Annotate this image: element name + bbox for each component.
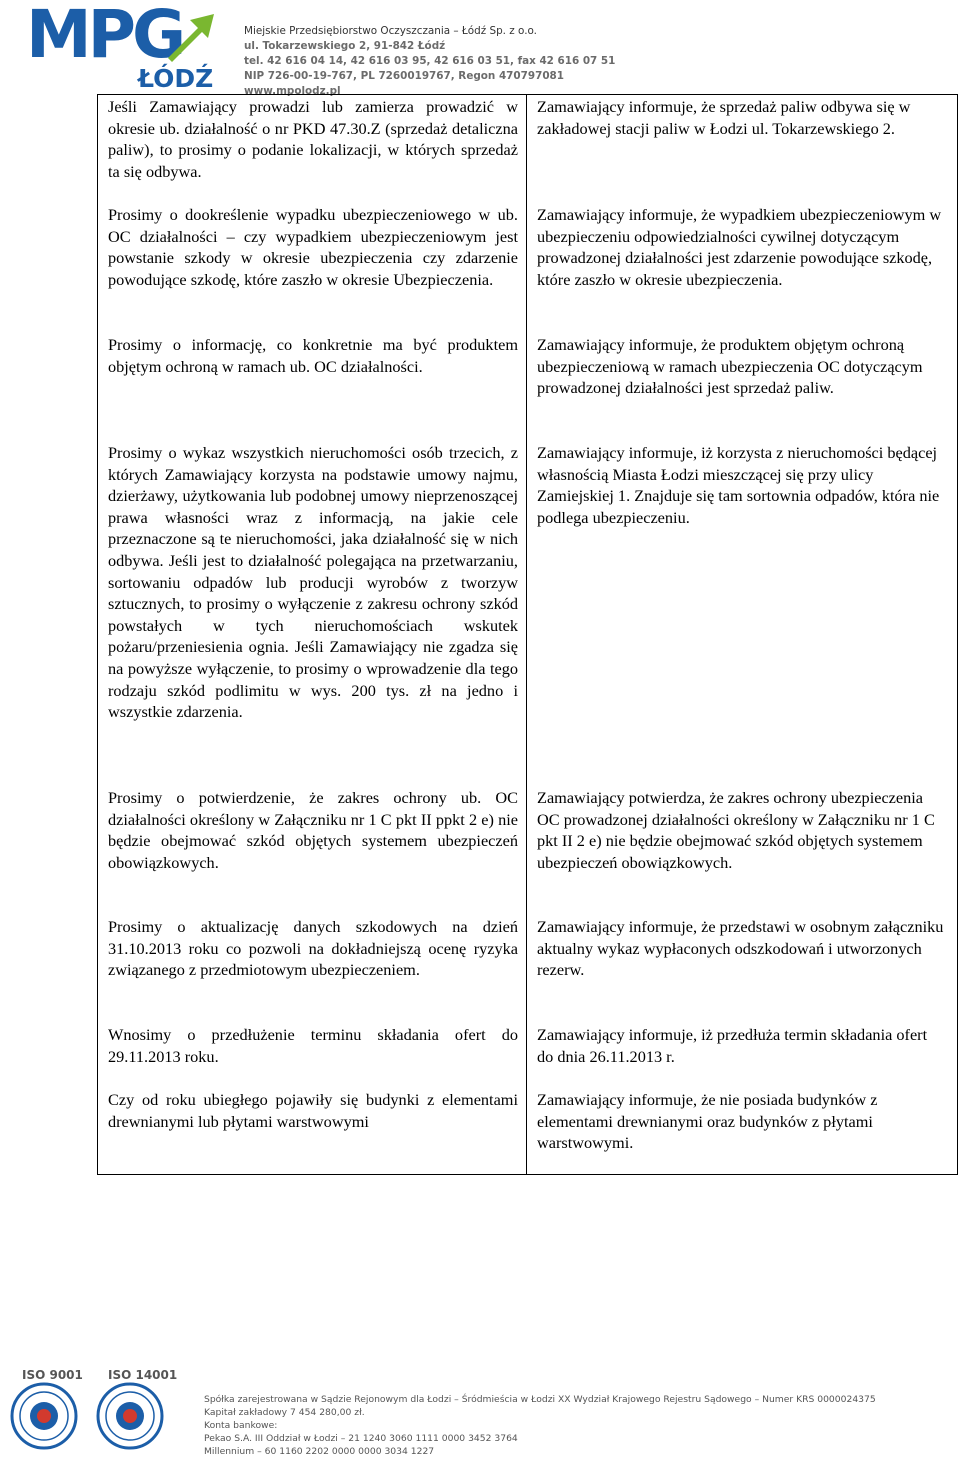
question-cell: Jeśli Zamawiający prowadzi lub zamierza prowadzić w okresie ub. działalność o nr PKD 47.30.Z (sprzedaż detaliczna paliw), to prosimy o podanie lokalizacji, w których sprzedaż ta się odbywa. <box>108 97 518 181</box>
answer-cell: Zamawiający informuje, że produktem objętym ochroną ubezpieczeniową w ramach ubezpieczenia OC dotyczącym prowadzonej działalności jest sprzedaż paliw. <box>537 335 923 398</box>
company-website: www.mpolodz.pl <box>244 85 341 97</box>
answer-cell: Zamawiający informuje, iż przedłuża termin składania ofert do dnia 26.11.2013 r. <box>537 1025 928 1066</box>
question-cell: Prosimy o aktualizację danych szkodowych na dzień 31.10.2013 roku co pozwoli na dokładniejszą ocenę ryzyka związanego z przedmiotowym ubezpieczeniem. <box>108 917 518 980</box>
footer-bank-heading: Konta bankowe: <box>204 1420 278 1431</box>
footer-bank-pekao: Pekao S.A. III Oddział w Łodzi – 21 1240 3060 1111 0000 3452 3764 <box>204 1433 518 1444</box>
question-cell: Czy od roku ubiegłego pojawiły się budynki z elementami drewnianymi lub płytami warstwowymi <box>108 1090 518 1131</box>
answer-cell: Zamawiający potwierdza, że zakres ochrony ubezpieczenia OC prowadzonej działalności określony w Załączniku nr 1 C pkt II 2 e) nie będzie obejmować szkód objętych systemem ubezpieczeń obowiązkowych. <box>537 788 935 872</box>
logo-word: MPG <box>26 0 183 73</box>
question-cell: Prosimy o potwierdzenie, że zakres ochrony ub. OC działalności określony w Załączniku nr 1 C pkt II ppkt 2 e) nie będzie obejmować szkód objętych systemem ubezpieczeń obowiązkowych. <box>108 788 518 872</box>
company-logo <box>26 0 214 96</box>
answer-cell: Zamawiający informuje, że wypadkiem ubezpieczeniowym w ubezpieczeniu odpowiedzialności cywilnej dotyczącym prowadzonej działalności jest zdarzenie powodujące szkodę, które zaszło w okresie ubezpieczenia. <box>537 205 942 289</box>
footer-legal-info <box>204 1393 876 1458</box>
answer-cell: Zamawiający informuje, że nie posiada budynków z elementami drewnianymi oraz budynków z płytami warstwowymi. <box>537 1090 878 1153</box>
column-divider <box>526 95 527 1174</box>
company-tax-ids: NIP 726-00-19-767, PL 7260019767, Regon 470797081 <box>244 70 565 82</box>
iso-9001-label: ISO 9001 <box>22 1368 83 1382</box>
company-address: ul. Tokarzewskiego 2, 91-842 Łódź <box>244 40 446 52</box>
question-cell: Prosimy o dookreślenie wypadku ubezpieczeniowego w ub. OC działalności – czy wypadkiem ubezpieczeniowym jest powstanie szkody w okresie ubezpieczenia czy zdarzenie powodujące szkodę, które zaszło w okresie Ubezpieczenia. <box>108 205 518 289</box>
question-cell: Prosimy o informację, co konkretnie ma być produktem objętym ochroną w ramach ub. OC działalności. <box>108 335 518 376</box>
answer-cell: Zamawiający informuje, że przedstawi w osobnym załączniku aktualny wykaz wypłaconych odszkodowań i utworzonych rezerw. <box>537 917 944 980</box>
question-cell: Prosimy o wykaz wszystkich nieruchomości osób trzecich, z których Zamawiający korzysta na podstawie umowy najmu, dzierżawy, użytkowania lub podobnej umowy nieprzenoszącej prawa własności wraz z informacją, na jakie cele przeznaczone są te nieruchomości, jaka działalność się w nich odbywa. Jeśli jest to działalność polegająca na przetwarzaniu, sortowaniu odpadów lub producji wyrobów z tworzyw sztucznych, to prosimy o wyłączenie z zakresu ochrony szkód powstałych w tych nieruchomościach wskutek pożaru/przeniesienia ognia. Jeśli Zamawiający nie zgadza się na powyższe wyłączenie, to prosimy o wprowadzenie dla tego rodzaju szkód podlimitu w wys. 200 tys. zł na jedno i wszystkie zdarzenia. <box>108 443 518 722</box>
iso-14001-label: ISO 14001 <box>108 1368 178 1382</box>
company-phone: tel. 42 616 04 14, 42 616 03 95, 42 616 03 51, fax 42 616 07 51 <box>244 55 616 67</box>
logo-city: ŁÓDŹ <box>138 64 214 93</box>
answer-cell: Zamawiający informuje, że sprzedaż paliw odbywa się w zakładowej stacji paliw w Łodzi ul. Tokarzewskiego 2. <box>537 97 911 138</box>
company-name: Miejskie Przedsiębiorstwo Oczyszczania – Łódź Sp. z o.o. <box>244 25 537 37</box>
question-cell: Wnosimy o przedłużenie terminu składania ofert do 29.11.2013 roku. <box>108 1025 518 1066</box>
qa-table <box>97 94 958 1175</box>
footer-bank-millennium: Millennium – 60 1160 2202 0000 0000 3034 1227 <box>204 1446 435 1457</box>
chamber-seal-icon <box>96 1382 164 1450</box>
logo-arrow-icon <box>162 10 218 66</box>
answer-cell: Zamawiający informuje, iż korzysta z nieruchomości będącej własnością Miasta Łodzi mieszczącej się przy ulicy Zamiejskiej 1. Znajduje się tam sortownia odpadów, która nie podlega ubezpieczeniu. <box>537 443 940 527</box>
company-info <box>244 24 615 99</box>
chamber-seal-icon <box>10 1382 78 1450</box>
footer-capital: Kapitał zakładowy 7 454 280,00 zł. <box>204 1407 365 1418</box>
footer-registration: Spółka zarejestrowana w Sądzie Rejonowym dla Łodzi – Śródmieścia w Łodzi XX Wydział Krajowego Rejestru Sądowego – Numer KRS 0000024375 <box>204 1394 876 1405</box>
